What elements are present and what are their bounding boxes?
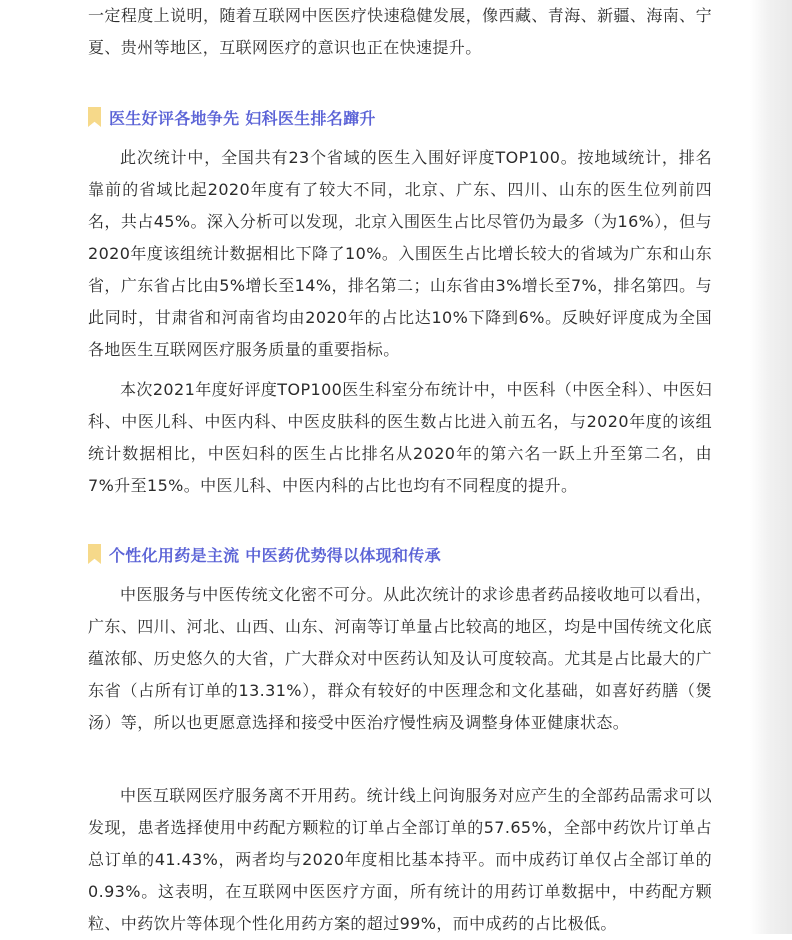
- section-title: 医生好评各地争先 妇科医生排名蹿升: [109, 108, 376, 128]
- intro-paragraph: 一定程度上说明，随着互联网中医医疗快速稳健发展，像西藏、青海、新疆、海南、宁夏、贵州等地区，互联网医疗的意识也正在快速提升。: [88, 6, 712, 57]
- section1-paragraph-2: 本次2021年度好评度TOP100医生科室分布统计中，中医科（中医全科）、中医妇科、中医儿科、中医内科、中医皮肤科的医生数占比进入前五名，与2020年度的该组统计数据相比，中医妇科的医生占比排名从2020年的第六名一跃上升至第二名，由7%升至15%。中医儿科、中医内科的占比也均有不同程度的提升。: [88, 380, 712, 495]
- bookmark-icon: [88, 544, 101, 564]
- section2-paragraph-2: 中医互联网医疗服务离不开用药。统计线上问询服务对应产生的全部药品需求可以发现，患者选择使用中药配方颗粒的订单占全部订单的57.65%，全部中药饮片订单占总订单的41.43%，两者均与2020年度相比基本持平。而中成药订单仅占全部订单的0.93%。这表明，在互联网中医医疗方面，所有统计的用药订单数据中，中药配方颗粒、中药饮片等体现个性化用药方案的超过99%，而中成药的占比极低。: [88, 786, 712, 933]
- page-edge-shadow: [750, 0, 792, 934]
- bookmark-icon: [88, 107, 101, 127]
- section-heading-doctor-ratings: [88, 104, 376, 130]
- section-heading-personalized-medicine: [88, 541, 441, 567]
- section1-paragraph-1: 此次统计中，全国共有23个省域的医生入围好评度TOP100。按地域统计，排名靠前的省域比起2020年度有了较大不同，北京、广东、四川、山东的医生位列前四名，共占45%。深入分析可以发现，北京入围医生占比尽管仍为最多（为16%），但与2020年度该组统计数据相比下降了10%。入围医生占比增长较大的省域为广东和山东省，广东省占比由5%增长至14%，排名第二；山东省由3%增长至7%，排名第四。与此同时，甘肃省和河南省均由2020年的占比达10%下降到6%。反映好评度成为全国各地医生互联网医疗服务质量的重要指标。: [88, 148, 712, 359]
- section2-paragraph-1: 中医服务与中医传统文化密不可分。从此次统计的求诊患者药品接收地可以看出，广东、四川、河北、山西、山东、河南等订单量占比较高的地区，均是中国传统文化底蕴浓郁、历史悠久的大省，广大群众对中医药认知及认可度较高。尤其是占比最大的广东省（占所有订单的13.31%），群众有较好的中医理念和文化基础，如喜好药膳（煲汤）等，所以也更愿意选择和接受中医治疗慢性病及调整身体亚健康状态。: [88, 585, 712, 732]
- section-title: 个性化用药是主流 中医药优势得以体现和传承: [109, 545, 441, 565]
